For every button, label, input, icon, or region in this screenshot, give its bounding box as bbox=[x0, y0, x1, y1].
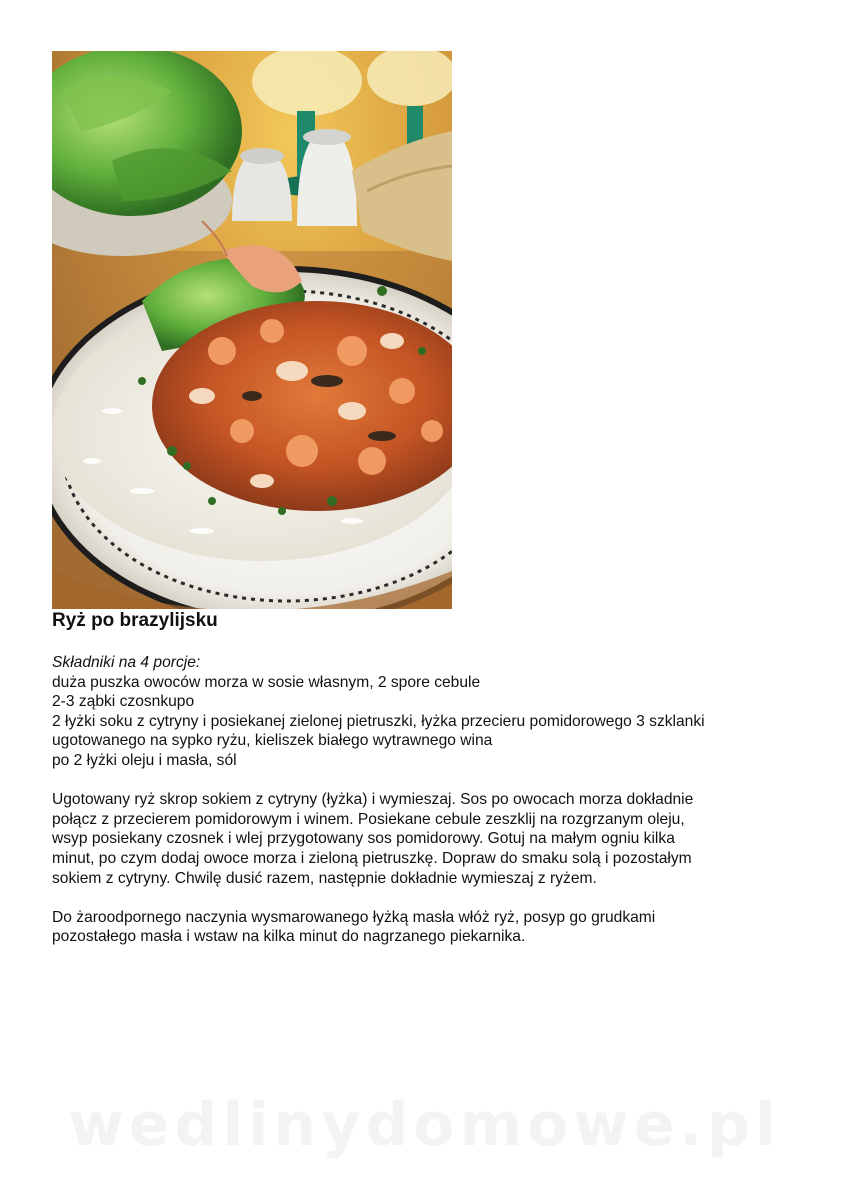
ingredients-section bbox=[52, 653, 812, 771]
dish-photo bbox=[52, 51, 452, 609]
instruction-line: sokiem z cytryny. Chwilę dusić razem, następnie dokładnie wymieszaj z ryżem. bbox=[52, 869, 597, 887]
site-watermark: wedlinydomowe.pl bbox=[68, 1090, 781, 1160]
instruction-line: pozostałego masła i wstaw na kilka minut do nagrzanego piekarnika. bbox=[52, 928, 526, 946]
instruction-line: Do żaroodpornego naczynia wysmarowanego łyżką masła włóż ryż, posyp go grudkami bbox=[52, 908, 656, 926]
instructions-paragraph-2 bbox=[52, 908, 812, 947]
ingredient-line: po 2 łyżki oleju i masła, sól bbox=[52, 751, 237, 769]
instruction-line: Ugotowany ryż skrop sokiem z cytryny (łyżka) i wymieszaj. Sos po owocach morza dokładnie bbox=[52, 791, 694, 809]
ingredients-heading: Składniki na 4 porcje: bbox=[52, 654, 201, 671]
instruction-line: wsyp posiekany czosnek i wlej przygotowany sos pomidorowy. Gotuj na małym ogniu kilka bbox=[52, 830, 675, 848]
recipe-title: Ryż po brazylijsku bbox=[52, 610, 218, 631]
ingredient-line: 2-3 ząbki czosnkupo bbox=[52, 693, 195, 711]
instructions-paragraph-1 bbox=[52, 790, 812, 888]
dish-photo-illustration bbox=[52, 51, 452, 609]
ingredient-line: duża puszka owoców morza w sosie własnym, 2 spore cebule bbox=[52, 673, 481, 691]
ingredient-line: 2 łyżki soku z cytryny i posiekanej zielonej pietruszki, łyżka przecieru pomidorowego 3 szklanki bbox=[52, 712, 705, 730]
instruction-line: minut, po czym dodaj owoce morza i zieloną pietruszkę. Dopraw do smaku solą i pozostałym bbox=[52, 849, 692, 867]
ingredient-line: ugotowanego na sypko ryżu, kieliszek białego wytrawnego wina bbox=[52, 732, 493, 750]
recipe-body bbox=[52, 653, 812, 947]
instruction-line: połącz z przecierem pomidorowym i winem. Posiekane cebule zeszklij na rozgrzanym oleju, bbox=[52, 810, 685, 828]
